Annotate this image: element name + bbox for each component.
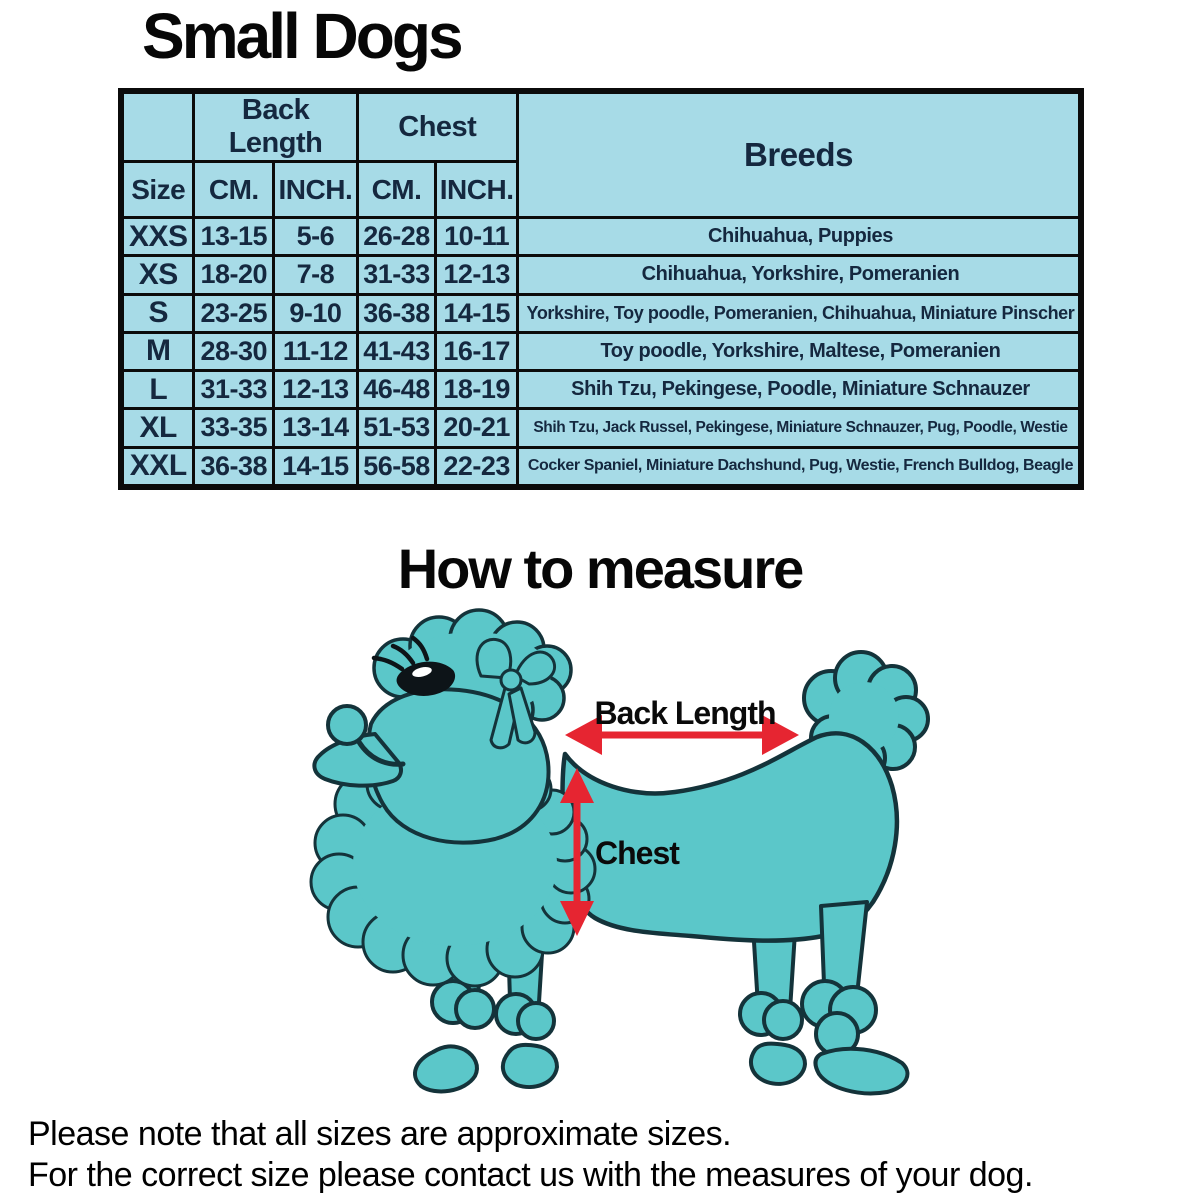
table-row	[121, 409, 1081, 447]
breeds-cell	[517, 218, 1081, 256]
table-row	[121, 332, 1081, 370]
chest-inch-cell: 14-15	[436, 294, 518, 332]
table-group-header-row	[121, 91, 1081, 162]
chest-inch-cell: 10-11	[436, 218, 518, 256]
back-cm-cell: 36-38	[194, 447, 274, 487]
table-row	[121, 256, 1081, 294]
footer-line-2: For the correct size please contact us with the measures of your dog.	[28, 1156, 1033, 1194]
chest-cm-cell: 46-48	[357, 371, 436, 409]
breeds-text: Cocker Spaniel, Miniature Dachshund, Pug, Westie, French Bulldog, Beagle	[527, 457, 1074, 475]
chest-cm-cell: 31-33	[357, 256, 436, 294]
back-cm-cell: 31-33	[194, 371, 274, 409]
back-cm-cell: 23-25	[194, 294, 274, 332]
how-to-measure-heading: How to measure	[397, 537, 803, 600]
back-inch-cell: 11-12	[274, 332, 358, 370]
chest-header: Chest	[357, 91, 517, 162]
back-cm-header: CM.	[194, 162, 274, 218]
back-inch-header: INCH.	[274, 162, 358, 218]
chest-cm-cell: 51-53	[357, 409, 436, 447]
back-cm-cell: 33-35	[194, 409, 274, 447]
table-row	[121, 447, 1081, 487]
chest-inch-cell: 16-17	[436, 332, 518, 370]
table-row	[121, 218, 1081, 256]
breeds-cell	[517, 332, 1081, 370]
back-length-header: Back Length	[194, 91, 357, 162]
back-cm-cell: 18-20	[194, 256, 274, 294]
page-title: Small Dogs	[142, 0, 461, 72]
poodle-svg	[303, 606, 953, 1106]
size-cell: XS	[121, 256, 194, 294]
chest-cm-header: CM.	[357, 162, 436, 218]
size-table	[118, 88, 1084, 490]
back-inch-cell: 5-6	[274, 218, 358, 256]
chest-cm-cell: 26-28	[357, 218, 436, 256]
size-cell: L	[121, 371, 194, 409]
size-cell: M	[121, 332, 194, 370]
chest-inch-header: INCH.	[436, 162, 518, 218]
table-row	[121, 294, 1081, 332]
chest-inch-cell: 12-13	[436, 256, 518, 294]
size-cell: XL	[121, 409, 194, 447]
poodle-illustration	[303, 606, 953, 1106]
back-cm-cell: 28-30	[194, 332, 274, 370]
chest-inch-cell: 22-23	[436, 447, 518, 487]
breeds-text: Yorkshire, Toy poodle, Pomeranien, Chihuahua, Miniature Pinscher	[526, 302, 1075, 323]
footer-line-1: Please note that all sizes are approximate sizes.	[28, 1115, 732, 1153]
back-inch-cell: 12-13	[274, 371, 358, 409]
back-inch-cell: 13-14	[274, 409, 358, 447]
breeds-cell	[517, 294, 1081, 332]
back-inch-cell: 14-15	[274, 447, 358, 487]
breeds-text: Shih Tzu, Jack Russel, Pekingese, Miniature Schnauzer, Pug, Poodle, Westie	[533, 418, 1068, 436]
footer-note	[28, 1114, 1193, 1196]
table-row	[121, 371, 1081, 409]
back-inch-cell: 9-10	[274, 294, 358, 332]
breeds-text: Chihuahua, Yorkshire, Pomeranien	[641, 263, 960, 286]
breeds-cell	[517, 447, 1081, 487]
back-cm-cell: 13-15	[194, 218, 274, 256]
breeds-text: Chihuahua, Puppies	[707, 225, 893, 248]
back-length-arrow-label: Back Length	[594, 695, 776, 731]
breeds-text: Shih Tzu, Pekingese, Poodle, Miniature Schnauzer	[571, 378, 1030, 401]
chest-cm-cell: 41-43	[357, 332, 436, 370]
chest-cm-cell: 36-38	[357, 294, 436, 332]
size-header: Size	[121, 162, 194, 218]
breeds-cell	[517, 371, 1081, 409]
breeds-cell	[517, 409, 1081, 447]
empty-corner-cell	[121, 91, 194, 162]
size-cell: XXL	[121, 447, 194, 487]
size-cell: XXS	[121, 218, 194, 256]
back-inch-cell: 7-8	[274, 256, 358, 294]
size-cell: S	[121, 294, 194, 332]
chest-cm-cell: 56-58	[357, 447, 436, 487]
chest-inch-cell: 18-19	[436, 371, 518, 409]
nose	[328, 706, 366, 744]
chest-inch-cell: 20-21	[436, 409, 518, 447]
chest-arrow-label: Chest	[595, 835, 679, 871]
hind-far-leg	[740, 926, 805, 1084]
breeds-text: Toy poodle, Yorkshire, Maltese, Pomeranien	[600, 339, 1001, 362]
breeds-header: Breeds	[517, 91, 1081, 218]
breeds-cell	[517, 256, 1081, 294]
